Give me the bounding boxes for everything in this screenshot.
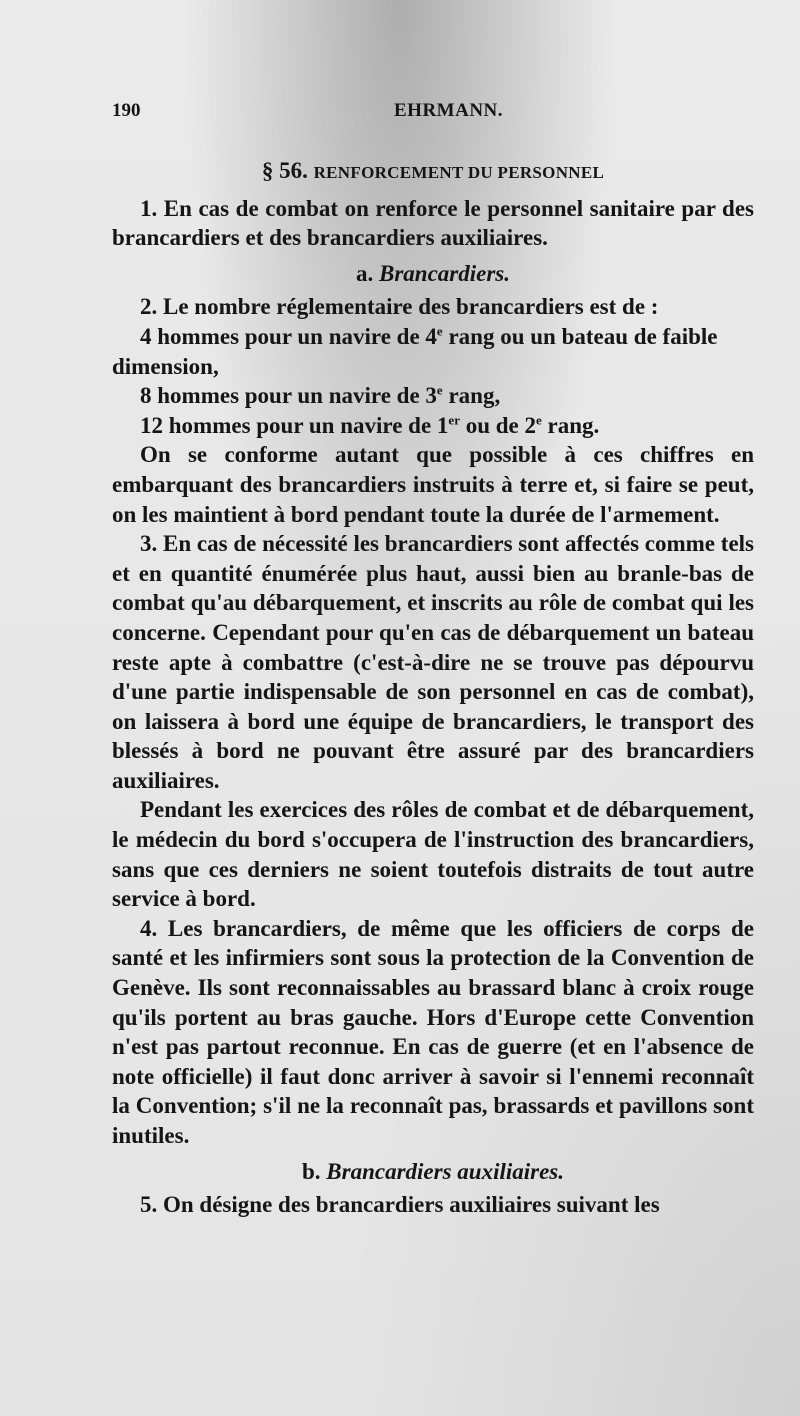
- list-item-2-sup: e: [436, 382, 443, 398]
- list-item-1-text: 4 hommes pour un navire de 4: [140, 323, 437, 349]
- list-item-3: [112, 411, 754, 441]
- list-item-3-sup1: er: [448, 412, 460, 428]
- page-number: 190: [112, 100, 141, 121]
- paragraph-2: 2. Le nombre réglementaire des brancardiers est de :: [140, 294, 659, 320]
- section-symbol: §: [261, 158, 274, 183]
- section-number: 56.: [279, 158, 308, 183]
- list-item-1-sup: e: [436, 323, 443, 339]
- subheading-a: [112, 259, 754, 289]
- section-heading: [112, 156, 754, 188]
- list-item-3-sup2: e: [536, 412, 542, 428]
- paragraph-4: 3. En cas de nécessité les brancardiers sont affectés comme tels et en quantité énumérée plus haut, aussi bien au branle-bas de combat qu'au débarquement, et inscrits au rôle de combat qui les concerne. Cependant pour qu'en cas de débarquement un bateau reste apte à combattre (c'est-à-dire ne se trouve pas dépourvu d'une partie indispensable de son personnel en cas de combat), on laissera à bord une équipe de brancardiers, le transport des blessés à bord ne pouvant être assuré par des brancardiers auxiliaires.: [112, 531, 754, 793]
- list-item-3-text: 12 hommes pour un navire de 1: [140, 412, 449, 438]
- page-header: [112, 100, 752, 130]
- subheading-a-title: Brancardiers.: [379, 260, 510, 286]
- list-item-1: [112, 322, 754, 381]
- section-title: RENFORCEMENT DU PERSONNEL: [313, 163, 605, 182]
- subheading-b-title: Brancardiers auxiliaires.: [326, 1158, 564, 1184]
- paragraph-7: 5. On désigne des brancardiers auxiliaires suivant les: [140, 1192, 660, 1218]
- list-item-1-rest: rang ou un bateau de faible dimension,: [112, 323, 718, 379]
- paragraph-6: 4. Les brancardiers, de même que les officiers de corps de santé et les infirmiers sont sous la protection de la Convention de Genève. Ils sont reconnaissables au brassard blanc à croix rouge qu'ils portent au bras gauche. Hors d'Europe cette Convention n'est pas partout reconnue. En cas de guerre (et en l'absence de note officielle) il faut donc arriver à savoir si l'ennemi reconnaît la Convention; s'il ne la reconnaît pas, brassards et pavillons sont inutiles.: [112, 915, 754, 1148]
- subheading-a-letter: a.: [356, 260, 374, 286]
- paragraph-1: 1. En cas de combat on renforce le personnel sanitaire par des brancardiers et des brancardiers auxiliaires.: [112, 195, 754, 251]
- list-item-3-mid: ou de 2: [459, 412, 537, 438]
- paragraph-3: On se conforme autant que possible à ces chiffres en embarquant des brancardiers instruits à terre et, si faire se peut, on les maintient à bord pendant toute la durée de l'armement.: [112, 442, 754, 527]
- list-item-2-text: 8 hommes pour un navire de 3: [140, 383, 437, 409]
- list-item-2-rest: rang,: [442, 383, 501, 409]
- paragraph-5: Pendant les exercices des rôles de combat et de débarquement, le médecin du bord s'occupera de l'instruction des brancardiers, sans que ces derniers ne soient toutefois distraits de tout autre service à bord.: [112, 797, 754, 912]
- subheading-b: [112, 1157, 754, 1187]
- list-item-2: [112, 381, 754, 411]
- running-head: EHRMANN.: [394, 100, 504, 121]
- list-item-3-rest: rang.: [541, 412, 600, 438]
- body-text: [112, 156, 754, 1220]
- subheading-b-letter: b.: [301, 1158, 321, 1184]
